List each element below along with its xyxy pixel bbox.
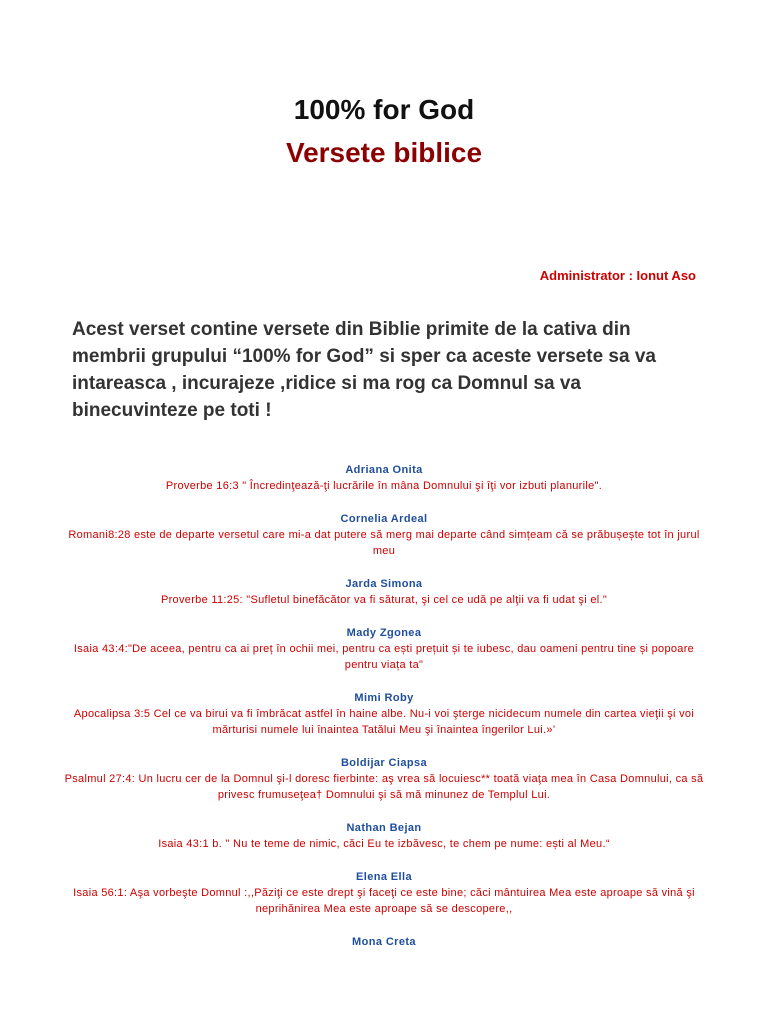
page-subtitle: Versete biblice <box>285 137 483 168</box>
contributor-name: Jarda Simona <box>345 578 423 590</box>
verse-entry <box>60 755 708 803</box>
verse-entry <box>60 625 708 673</box>
verse-text: Isaia 56:1: Aşa vorbeşte Domnul :,,Păziţi ce este drept şi faceţi ce este bine; căci mântuirea Mea este aproape să vină şi neprihănirea Mea este aproape să se descopere,, <box>73 887 695 915</box>
verse-text: Psalmul 27:4: Un lucru cer de la Domnul şi-l doresc fierbinte: aş vrea să locuiesc** toată viaţa mea în Casa Domnului, ca să privesc frumuseţea† Domnului şi să mă minunez de Templul Lui. <box>64 773 704 801</box>
intro-paragraph: Acest verset contine versete din Biblie primite de la cativa din membrii grupului “100% for God” si sper ca aceste versete sa va intareasca , incurajeze ,ridice si ma rog ca Domnul sa va binecuvinteze pe toti ! <box>72 319 656 421</box>
verse-entry <box>60 511 708 559</box>
contributor-name: Mady Zgonea <box>346 627 422 639</box>
page-title: 100% for God <box>293 94 475 125</box>
contributor-name: Cornelia Ardeal <box>340 513 428 525</box>
contributor-name: Adriana Onita <box>345 464 423 476</box>
contributor-name: Nathan Bejan <box>346 822 422 834</box>
verse-entry <box>60 462 708 494</box>
contributor-name: Mona Creta <box>352 936 416 948</box>
verse-text: Isaia 43:4:"De aceea, pentru ca ai preț în ochii mei, pentru ca ești prețuit și te iubesc, dau oameni pentru tine și popoare pentru viața ta" <box>73 643 695 671</box>
verse-text: Proverbe 11:25: "Sufletul binefăcător va fi săturat, şi cel ce udă pe alţii va fi udat şi el." <box>160 594 608 606</box>
verse-entry <box>60 869 708 917</box>
verse-entry <box>60 934 708 950</box>
verse-entry <box>60 576 708 608</box>
verse-text: Apocalipsa 3:5 Cel ce va birui va fi îmbrăcat astfel în haine albe. Nu-i voi şterge nicidecum numele din cartea vieţii şi voi mărturisi numele lui înaintea Tatălui Meu şi înaintea îngerilor Lui.»’ <box>73 708 695 736</box>
verse-entry <box>60 820 708 852</box>
verse-entry <box>60 690 708 738</box>
verse-text: Proverbe 16:3 " Încredinţează-ţi lucrările în mâna Domnului şi îţi vor izbuti planurile". <box>165 480 603 492</box>
verse-list <box>60 462 708 967</box>
verse-text: Isaia 43:1 b. " Nu te teme de nimic, căci Eu te izbăvesc, te chem pe nume: ești al Meu.“ <box>158 838 610 850</box>
contributor-name: Mimi Roby <box>354 692 414 704</box>
administrator-line: Administrator : Ionut Aso <box>539 268 696 283</box>
contributor-name: Boldijar Ciapsa <box>340 757 428 769</box>
contributor-name: Elena Ella <box>356 871 412 883</box>
verse-text: Romani8:28 este de departe versetul care mi-a dat putere să merg mai departe când simțeam că se prăbușește tot în jurul meu <box>68 529 700 557</box>
